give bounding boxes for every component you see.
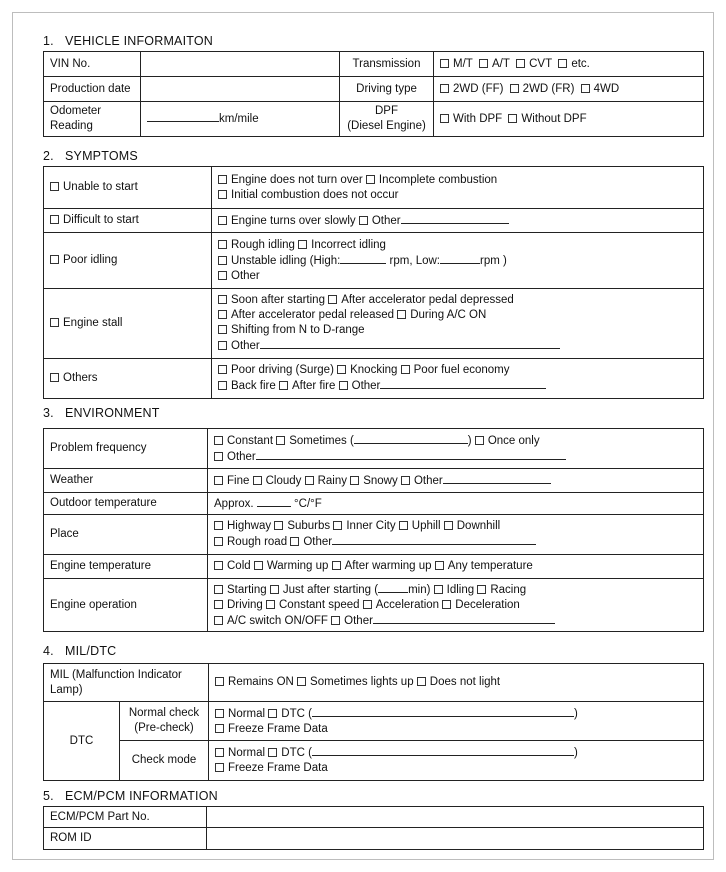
checkbox-icon[interactable] — [214, 521, 223, 530]
checkbox-icon[interactable] — [366, 175, 375, 184]
checkbox-icon[interactable] — [215, 748, 224, 757]
checkbox-icon[interactable] — [218, 365, 227, 374]
dpf-with[interactable]: With DPF — [440, 113, 502, 125]
transmission-at[interactable]: A/T — [479, 58, 510, 70]
production-date-field[interactable] — [141, 77, 340, 102]
checkbox-icon — [516, 59, 525, 68]
checkbox-icon[interactable] — [218, 175, 227, 184]
checkbox-icon — [440, 59, 449, 68]
checkbox-icon — [50, 318, 59, 327]
checkbox-icon[interactable] — [401, 476, 410, 485]
checkbox-icon[interactable] — [218, 271, 227, 280]
checkbox-icon[interactable] — [218, 240, 227, 249]
transmission-options — [434, 52, 704, 77]
checkbox-icon[interactable] — [218, 325, 227, 334]
checkbox-icon[interactable] — [328, 295, 337, 304]
checkbox-icon[interactable] — [397, 310, 406, 319]
checkbox-icon[interactable] — [218, 341, 227, 350]
section-title-symptoms: 2. SYMPTOMS — [43, 149, 138, 163]
checkbox-icon[interactable] — [218, 216, 227, 225]
checkbox-icon[interactable] — [218, 381, 227, 390]
transmission-mt[interactable]: M/T — [440, 58, 473, 70]
ecm-table — [43, 806, 704, 850]
engine-temperature-label: Engine temperature — [44, 555, 208, 579]
other-line[interactable] — [401, 213, 509, 224]
environment-table: Problem frequency Constant Sometimes ( ) Once only Other Weather Fine Cloudy Rainy Snowy Other Outdoor temperature Approx. °C/°F Place Highway Suburbs Inner City Uphill Downhill Rough road Other Engine temperature Cold Warming up After warming up Any temperature Engine operation Starting Just after starting ( min) Idling Racing Driving Constant speed Acceleration Deceleration A/C switch ON/OFF Other — [43, 428, 704, 632]
checkbox-icon[interactable] — [270, 585, 279, 594]
place-label: Place — [44, 515, 208, 555]
transmission-etc[interactable]: etc. — [558, 58, 590, 70]
checkbox-icon[interactable] — [215, 677, 224, 686]
checkbox-icon[interactable] — [215, 724, 224, 733]
checkbox-icon[interactable] — [339, 381, 348, 390]
checkbox-icon[interactable] — [214, 436, 223, 445]
odometer-field[interactable]: km/mile — [141, 102, 340, 137]
engine-operation-label: Engine operation — [44, 579, 208, 632]
problem-frequency-label: Problem frequency — [44, 429, 208, 469]
symptoms-table: Unable to start Engine does not turn over Incomplete combustion Initial combustion does not occur Difficult to start Engine turns over slowly Other Poor idling Rough idling Incorrect idling Unstable idling (High: rpm, Low: rpm ) Other Engine stall Soon after starting After accelerator pedal depressed After accelerator pedal released During A/C ON Shifting from N to D-range Other Others Poor driving (Surge) Knocking Poor fuel economy Back fire After fire Other — [43, 166, 704, 399]
checkbox-icon[interactable] — [279, 381, 288, 390]
checkbox-icon[interactable] — [363, 600, 372, 609]
checkbox-icon — [440, 84, 449, 93]
checkbox-icon[interactable] — [276, 436, 285, 445]
checkbox-icon[interactable] — [444, 521, 453, 530]
checkbox-icon[interactable] — [218, 190, 227, 199]
checkbox-icon — [440, 114, 449, 123]
checkbox-icon[interactable] — [359, 216, 368, 225]
checkbox-icon[interactable] — [268, 748, 277, 757]
weather-label: Weather — [44, 469, 208, 493]
checkbox-icon[interactable] — [268, 709, 277, 718]
others-option[interactable]: Others — [44, 359, 212, 399]
rom-id-label: ROM ID — [44, 828, 207, 850]
checkbox-icon[interactable] — [214, 476, 223, 485]
checkbox-icon[interactable] — [435, 561, 444, 570]
outdoor-temperature-label: Outdoor temperature — [44, 493, 208, 515]
driving-4wd[interactable]: 4WD — [581, 83, 620, 95]
checkbox-icon[interactable] — [215, 763, 224, 772]
checkbox-icon[interactable] — [305, 476, 314, 485]
checkbox-icon[interactable] — [214, 616, 223, 625]
checkbox-icon[interactable] — [218, 295, 227, 304]
driving-2wd-ff[interactable]: 2WD (FF) — [440, 83, 503, 95]
section-title-ecm: 5. ECM/PCM INFORMATION — [43, 789, 218, 803]
driving-type-options — [434, 77, 704, 102]
diagnostic-worksheet — [12, 12, 714, 860]
checkbox-icon[interactable] — [254, 561, 263, 570]
checkbox-icon[interactable] — [417, 677, 426, 686]
checkbox-icon[interactable] — [477, 585, 486, 594]
checkbox-icon[interactable] — [215, 709, 224, 718]
checkbox-icon[interactable] — [274, 521, 283, 530]
poor-idling-option[interactable]: Poor idling — [44, 233, 212, 289]
rom-id-field[interactable] — [207, 828, 704, 850]
driving-type-label: Driving type — [340, 77, 434, 102]
checkbox-icon[interactable] — [266, 600, 275, 609]
checkbox-icon[interactable] — [434, 585, 443, 594]
checkbox-icon[interactable] — [290, 537, 299, 546]
checkbox-icon[interactable] — [218, 256, 227, 265]
checkbox-icon[interactable] — [297, 677, 306, 686]
checkbox-icon — [479, 59, 488, 68]
checkbox-icon[interactable] — [214, 452, 223, 461]
engine-stall-option[interactable]: Engine stall — [44, 289, 212, 359]
checkbox-icon[interactable] — [218, 310, 227, 319]
checkbox-icon — [581, 84, 590, 93]
production-date-label: Production date — [44, 77, 141, 102]
section-title-vehicle: 1. VEHICLE INFORMAITON — [43, 34, 214, 48]
driving-2wd-fr[interactable]: 2WD (FR) — [510, 83, 575, 95]
check-mode-label: Check mode — [120, 741, 209, 781]
transmission-label: Transmission — [340, 52, 434, 77]
vin-label: VIN No. — [44, 52, 141, 77]
checkbox-icon[interactable] — [332, 561, 341, 570]
normal-check-label: Normal check (Pre-check) — [120, 702, 209, 741]
checkbox-icon[interactable] — [442, 600, 451, 609]
checkbox-icon[interactable] — [214, 561, 223, 570]
unable-to-start-option[interactable]: Unable to start — [44, 167, 212, 209]
checkbox-icon — [50, 373, 59, 382]
checkbox-icon[interactable] — [475, 436, 484, 445]
transmission-cvt[interactable]: CVT — [516, 58, 552, 70]
checkbox-icon[interactable] — [214, 600, 223, 609]
checkbox-icon[interactable] — [401, 365, 410, 374]
mil-dtc-table: MIL (Malfunction Indicator Lamp) Remains ON Sometimes lights up Does not light DTC Normal check (Pre-check) Normal DTC ( ) Freeze Frame Data Check mode Normal DTC ( ) Freeze Frame Data — [43, 663, 704, 781]
mil-label: MIL (Malfunction Indicator Lamp) — [44, 664, 209, 702]
dpf-options — [434, 102, 704, 137]
checkbox-icon[interactable] — [333, 521, 342, 530]
checkbox-icon[interactable] — [214, 585, 223, 594]
checkbox-icon — [50, 182, 59, 191]
checkbox-icon[interactable] — [337, 365, 346, 374]
dtc-label: DTC — [44, 702, 120, 781]
checkbox-icon[interactable] — [331, 616, 340, 625]
dpf-without[interactable]: Without DPF — [508, 113, 586, 125]
dpf-label: DPF (Diesel Engine) — [340, 102, 434, 137]
odometer-label: Odometer Reading — [44, 102, 141, 137]
checkbox-icon — [50, 215, 59, 224]
checkbox-icon — [558, 59, 567, 68]
checkbox-icon[interactable] — [253, 476, 262, 485]
checkbox-icon — [510, 84, 519, 93]
vehicle-table — [43, 51, 704, 137]
checkbox-icon — [50, 255, 59, 264]
checkbox-icon — [508, 114, 517, 123]
section-title-environment: 3. ENVIRONMENT — [43, 406, 160, 420]
checkbox-icon[interactable] — [214, 537, 223, 546]
vin-field[interactable] — [141, 52, 340, 77]
ecm-part-label: ECM/PCM Part No. — [44, 807, 207, 828]
section-title-mil-dtc: 4. MIL/DTC — [43, 644, 117, 658]
difficult-to-start-option[interactable]: Difficult to start — [44, 209, 212, 233]
checkbox-icon[interactable] — [399, 521, 408, 530]
checkbox-icon[interactable] — [350, 476, 359, 485]
ecm-part-field[interactable] — [207, 807, 704, 828]
checkbox-icon[interactable] — [298, 240, 307, 249]
